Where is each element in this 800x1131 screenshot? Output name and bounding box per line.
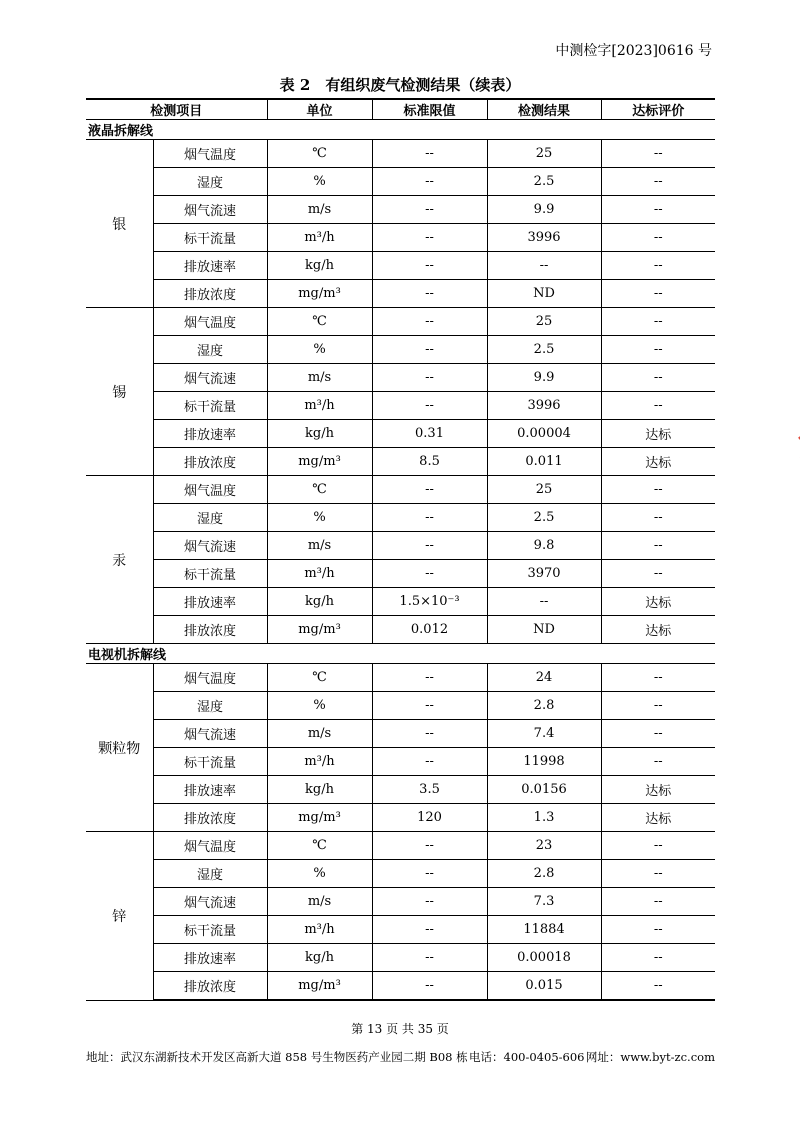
limit-cell: -- [372, 720, 487, 748]
table-row [86, 588, 715, 616]
result-cell: 0.00018 [487, 944, 601, 972]
result-cell: 9.9 [487, 364, 601, 392]
limit-cell: -- [372, 888, 487, 916]
table-row [86, 504, 715, 532]
limit-cell: -- [372, 532, 487, 560]
table-row [86, 252, 715, 280]
evaluation-cell: -- [601, 392, 715, 420]
parameter-cell: 湿度 [153, 336, 267, 364]
unit-cell: % [267, 336, 372, 364]
section-row [86, 120, 715, 140]
unit-cell: ℃ [267, 308, 372, 336]
evaluation-cell: 达标 [601, 776, 715, 804]
table-row [86, 944, 715, 972]
result-cell: 2.5 [487, 336, 601, 364]
unit-cell: % [267, 860, 372, 888]
evaluation-cell: -- [601, 972, 715, 1001]
evaluation-cell: -- [601, 224, 715, 252]
pollutant-name: 锌 [86, 832, 153, 1001]
table-row [86, 720, 715, 748]
evaluation-cell: -- [601, 748, 715, 776]
parameter-cell: 烟气流速 [153, 364, 267, 392]
evaluation-cell: 达标 [601, 420, 715, 448]
result-cell: 2.8 [487, 860, 601, 888]
parameter-cell: 烟气温度 [153, 476, 267, 504]
col-header-limit: 标准限值 [372, 99, 487, 120]
parameter-cell: 烟气流速 [153, 888, 267, 916]
evaluation-cell: -- [601, 168, 715, 196]
result-cell: 7.3 [487, 888, 601, 916]
result-cell: -- [487, 252, 601, 280]
pollutant-name: 汞 [86, 476, 153, 644]
evaluation-cell: 达标 [601, 588, 715, 616]
footer-contact [86, 1049, 715, 1065]
limit-cell: -- [372, 140, 487, 168]
result-cell: 1.3 [487, 804, 601, 832]
parameter-cell: 烟气流速 [153, 720, 267, 748]
footer-website: 网址：www.byt-zc.com [585, 1050, 715, 1064]
table-row [86, 196, 715, 224]
table-row [86, 168, 715, 196]
limit-cell: -- [372, 504, 487, 532]
result-cell: ND [487, 616, 601, 644]
limit-cell: 8.5 [372, 448, 487, 476]
parameter-cell: 烟气温度 [153, 832, 267, 860]
result-cell: 3996 [487, 392, 601, 420]
limit-cell: 0.31 [372, 420, 487, 448]
table-row [86, 308, 715, 336]
parameter-cell: 排放速率 [153, 420, 267, 448]
parameter-cell: 排放浓度 [153, 804, 267, 832]
table-row [86, 532, 715, 560]
result-cell: 7.4 [487, 720, 601, 748]
unit-cell: mg/m³ [267, 804, 372, 832]
unit-cell: m/s [267, 364, 372, 392]
result-cell: ND [487, 280, 601, 308]
parameter-cell: 排放速率 [153, 252, 267, 280]
col-header-item: 检测项目 [86, 99, 267, 120]
table-row [86, 560, 715, 588]
limit-cell: -- [372, 832, 487, 860]
evaluation-cell: 达标 [601, 804, 715, 832]
evaluation-cell: -- [601, 476, 715, 504]
unit-cell: mg/m³ [267, 280, 372, 308]
result-cell: 0.00004 [487, 420, 601, 448]
result-cell: 3996 [487, 224, 601, 252]
limit-cell: -- [372, 364, 487, 392]
unit-cell: m/s [267, 888, 372, 916]
result-cell: 0.011 [487, 448, 601, 476]
table-row [86, 748, 715, 776]
limit-cell: -- [372, 280, 487, 308]
unit-cell: % [267, 504, 372, 532]
parameter-cell: 烟气流速 [153, 532, 267, 560]
table-row [86, 616, 715, 644]
result-cell: 24 [487, 664, 601, 692]
col-header-unit: 单位 [267, 99, 372, 120]
table-row [86, 860, 715, 888]
page-number: 第 13 页 共 35 页 [351, 1022, 449, 1036]
parameter-cell: 湿度 [153, 504, 267, 532]
parameter-cell: 烟气温度 [153, 664, 267, 692]
result-cell: 9.8 [487, 532, 601, 560]
unit-cell: ℃ [267, 476, 372, 504]
evaluation-cell: -- [601, 504, 715, 532]
table-row [86, 916, 715, 944]
limit-cell: -- [372, 336, 487, 364]
limit-cell: -- [372, 196, 487, 224]
parameter-cell: 湿度 [153, 692, 267, 720]
unit-cell: ℃ [267, 832, 372, 860]
evaluation-cell: -- [601, 280, 715, 308]
unit-cell: m³/h [267, 224, 372, 252]
parameter-cell: 排放速率 [153, 944, 267, 972]
parameter-cell: 排放浓度 [153, 972, 267, 1001]
pollutant-name: 锡 [86, 308, 153, 476]
result-cell: 11884 [487, 916, 601, 944]
evaluation-cell: 达标 [601, 616, 715, 644]
parameter-cell: 排放浓度 [153, 616, 267, 644]
table-row [86, 888, 715, 916]
limit-cell: -- [372, 308, 487, 336]
table-title: 表 2 有组织废气检测结果（续表） [279, 76, 521, 94]
document-number: 中测检字[2023]0616 号 [555, 43, 712, 59]
result-cell: 3970 [487, 560, 601, 588]
evaluation-cell: 达标 [601, 448, 715, 476]
limit-cell: -- [372, 560, 487, 588]
evaluation-cell: -- [601, 196, 715, 224]
unit-cell: kg/h [267, 252, 372, 280]
footer-phone: 电话：400-0405-606 [469, 1050, 585, 1064]
limit-cell: -- [372, 252, 487, 280]
unit-cell: ℃ [267, 664, 372, 692]
unit-cell: m³/h [267, 392, 372, 420]
table-row [86, 392, 715, 420]
limit-cell: -- [372, 916, 487, 944]
unit-cell: m/s [267, 196, 372, 224]
footer-address: 地址：武汉东湖新技术开发区高新大道 858 号生物医药产业园二期 B08 栋 [86, 1050, 468, 1064]
limit-cell: 3.5 [372, 776, 487, 804]
evaluation-cell: -- [601, 364, 715, 392]
table-row [86, 364, 715, 392]
unit-cell: kg/h [267, 588, 372, 616]
pollutant-name: 颗粒物 [86, 664, 153, 832]
parameter-cell: 烟气流速 [153, 196, 267, 224]
evaluation-cell: -- [601, 336, 715, 364]
evaluation-cell: -- [601, 860, 715, 888]
unit-cell: m³/h [267, 560, 372, 588]
parameter-cell: 烟气温度 [153, 308, 267, 336]
result-cell: 11998 [487, 748, 601, 776]
evaluation-cell: -- [601, 720, 715, 748]
evaluation-cell: -- [601, 140, 715, 168]
unit-cell: kg/h [267, 776, 372, 804]
table-row [86, 224, 715, 252]
result-cell: 2.5 [487, 168, 601, 196]
result-cell: 25 [487, 308, 601, 336]
limit-cell: 1.5×10⁻³ [372, 588, 487, 616]
table-row [86, 280, 715, 308]
section-row [86, 644, 715, 664]
limit-cell: 0.012 [372, 616, 487, 644]
evaluation-cell: -- [601, 308, 715, 336]
result-cell: 9.9 [487, 196, 601, 224]
table-row [86, 832, 715, 860]
evaluation-cell: -- [601, 916, 715, 944]
unit-cell: kg/h [267, 420, 372, 448]
limit-cell: -- [372, 476, 487, 504]
table-row [86, 420, 715, 448]
limit-cell: -- [372, 692, 487, 720]
unit-cell: m³/h [267, 748, 372, 776]
parameter-cell: 排放速率 [153, 588, 267, 616]
result-cell: 2.8 [487, 692, 601, 720]
parameter-cell: 标干流量 [153, 392, 267, 420]
evaluation-cell: -- [601, 560, 715, 588]
unit-cell: ℃ [267, 140, 372, 168]
parameter-cell: 标干流量 [153, 560, 267, 588]
table-row [86, 336, 715, 364]
unit-cell: m³/h [267, 916, 372, 944]
parameter-cell: 烟气温度 [153, 140, 267, 168]
table-header-row [86, 99, 715, 120]
unit-cell: mg/m³ [267, 448, 372, 476]
result-cell: 0.0156 [487, 776, 601, 804]
limit-cell: -- [372, 748, 487, 776]
parameter-cell: 标干流量 [153, 224, 267, 252]
parameter-cell: 湿度 [153, 860, 267, 888]
limit-cell: -- [372, 944, 487, 972]
unit-cell: mg/m³ [267, 972, 372, 1001]
col-header-result: 检测结果 [487, 99, 601, 120]
table-row [86, 448, 715, 476]
results-table [86, 98, 715, 1001]
parameter-cell: 排放浓度 [153, 448, 267, 476]
result-cell: 25 [487, 476, 601, 504]
unit-cell: m/s [267, 720, 372, 748]
section-title: 电视机拆解线 [86, 644, 715, 664]
section-title: 液晶拆解线 [86, 120, 715, 140]
parameter-cell: 排放浓度 [153, 280, 267, 308]
evaluation-cell: -- [601, 252, 715, 280]
unit-cell: % [267, 168, 372, 196]
col-header-evaluation: 达标评价 [601, 99, 715, 120]
limit-cell: -- [372, 224, 487, 252]
parameter-cell: 湿度 [153, 168, 267, 196]
evaluation-cell: -- [601, 664, 715, 692]
table-row [86, 804, 715, 832]
limit-cell: -- [372, 168, 487, 196]
pollutant-name: 银 [86, 140, 153, 308]
parameter-cell: 排放速率 [153, 776, 267, 804]
parameter-cell: 标干流量 [153, 916, 267, 944]
evaluation-cell: -- [601, 532, 715, 560]
table-row [86, 692, 715, 720]
unit-cell: m/s [267, 532, 372, 560]
result-cell: 23 [487, 832, 601, 860]
result-cell: 0.015 [487, 972, 601, 1001]
evaluation-cell: -- [601, 692, 715, 720]
evaluation-cell: -- [601, 888, 715, 916]
evaluation-cell: -- [601, 944, 715, 972]
evaluation-cell: -- [601, 832, 715, 860]
result-cell: 25 [487, 140, 601, 168]
unit-cell: mg/m³ [267, 616, 372, 644]
limit-cell: 120 [372, 804, 487, 832]
table-row [86, 664, 715, 692]
limit-cell: -- [372, 972, 487, 1001]
table-row [86, 972, 715, 1001]
unit-cell: kg/h [267, 944, 372, 972]
table-row [86, 140, 715, 168]
result-cell: 2.5 [487, 504, 601, 532]
limit-cell: -- [372, 392, 487, 420]
table-row [86, 476, 715, 504]
limit-cell: -- [372, 664, 487, 692]
parameter-cell: 标干流量 [153, 748, 267, 776]
red-seal-stamp [762, 420, 800, 620]
unit-cell: % [267, 692, 372, 720]
table-row [86, 776, 715, 804]
result-cell: -- [487, 588, 601, 616]
limit-cell: -- [372, 860, 487, 888]
